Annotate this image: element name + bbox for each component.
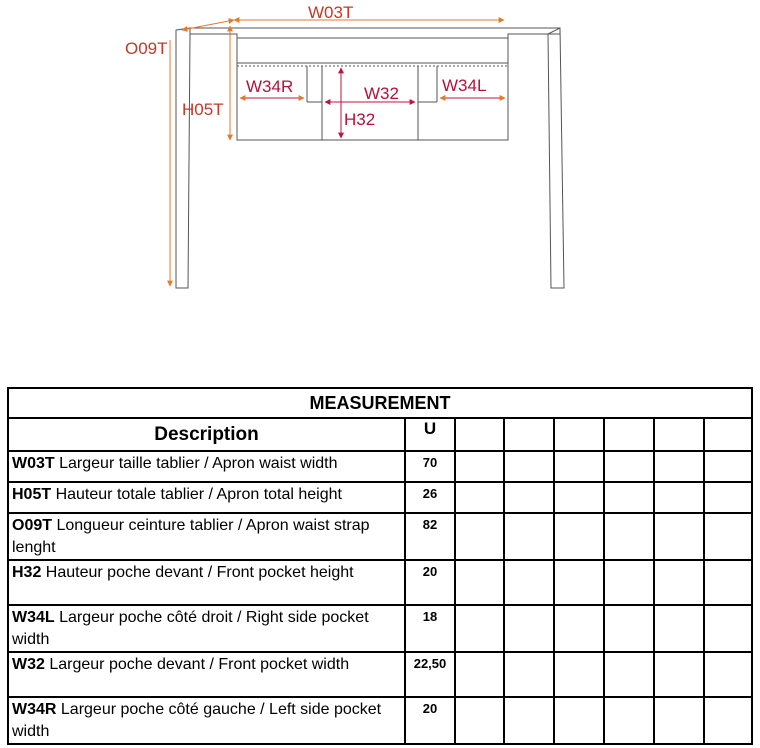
row-text: Largeur taille tablier / Apron waist width <box>54 455 338 472</box>
empty-cell <box>654 451 704 482</box>
measurement-table <box>7 387 753 745</box>
empty-cell <box>604 605 654 652</box>
empty-cell <box>554 513 604 560</box>
row-code: O09T <box>12 517 53 534</box>
label-o09t: O09T <box>125 39 168 58</box>
table-row <box>8 697 752 744</box>
empty-cell <box>604 652 654 697</box>
row-description <box>8 482 405 513</box>
empty-cell <box>455 560 504 605</box>
empty-cell <box>704 451 752 482</box>
empty-cell <box>554 560 604 605</box>
empty-cell <box>504 513 554 560</box>
label-w32: W32 <box>364 84 399 103</box>
row-value: 82 <box>405 513 455 560</box>
empty-cell <box>455 513 504 560</box>
empty-cell <box>704 560 752 605</box>
empty-cell <box>604 560 654 605</box>
row-code: H32 <box>12 564 42 581</box>
row-description <box>8 451 405 482</box>
empty-cell <box>455 652 504 697</box>
row-text: Longueur ceinture tablier / Apron waist strap lenght <box>12 517 370 556</box>
empty-cell <box>704 513 752 560</box>
empty-cell <box>554 605 604 652</box>
row-value: 70 <box>405 451 455 482</box>
empty-cell <box>554 482 604 513</box>
row-code: H05T <box>12 486 52 503</box>
header-unit: U <box>405 418 455 451</box>
row-code: W32 <box>12 656 45 673</box>
empty-cell <box>554 697 604 744</box>
empty-cell <box>654 513 704 560</box>
row-code: W34L <box>12 609 55 626</box>
empty-cell <box>654 605 704 652</box>
empty-cell <box>455 605 504 652</box>
row-text: Largeur poche devant / Front pocket width <box>44 656 350 673</box>
empty-cell <box>554 652 604 697</box>
row-description <box>8 513 405 560</box>
row-text: Largeur poche côté gauche / Left side pocket width <box>12 701 382 740</box>
row-value: 26 <box>405 482 455 513</box>
row-value: 22,50 <box>405 652 455 697</box>
empty-cell <box>604 418 654 451</box>
empty-cell <box>504 697 554 744</box>
empty-cell <box>704 697 752 744</box>
row-text: Largeur poche côté droit / Right side pocket width <box>12 609 369 648</box>
empty-cell <box>654 482 704 513</box>
empty-cell <box>554 418 604 451</box>
empty-cell <box>704 482 752 513</box>
row-description <box>8 652 405 697</box>
label-w34r: W34R <box>246 77 294 96</box>
row-description <box>8 560 405 605</box>
empty-cell <box>504 652 554 697</box>
label-h05t: H05T <box>182 100 224 119</box>
empty-cell <box>604 697 654 744</box>
row-description <box>8 605 405 652</box>
table-title: MEASUREMENT <box>8 388 752 418</box>
apron-outline <box>176 28 564 288</box>
empty-cell <box>604 451 654 482</box>
label-h32: H32 <box>344 110 376 129</box>
row-value: 20 <box>405 697 455 744</box>
table-row <box>8 513 752 560</box>
table-row <box>8 605 752 652</box>
apron-diagram <box>0 0 760 330</box>
row-value: 18 <box>405 605 455 652</box>
empty-cell <box>504 451 554 482</box>
table-header-row <box>8 418 752 451</box>
row-text: Hauteur poche devant / Front pocket height <box>41 564 354 581</box>
empty-cell <box>704 652 752 697</box>
empty-cell <box>554 451 604 482</box>
table-title-row <box>8 388 752 418</box>
header-description: Description <box>8 418 405 451</box>
empty-cell <box>455 418 504 451</box>
empty-cell <box>654 560 704 605</box>
empty-cell <box>704 605 752 652</box>
empty-cell <box>504 560 554 605</box>
empty-cell <box>455 697 504 744</box>
empty-cell <box>654 418 704 451</box>
table-row <box>8 451 752 482</box>
empty-cell <box>455 451 504 482</box>
empty-cell <box>654 652 704 697</box>
row-text: Hauteur totale tablier / Apron total height <box>51 486 342 503</box>
empty-cell <box>504 605 554 652</box>
empty-cell <box>455 482 504 513</box>
label-w03t: W03T <box>308 3 354 22</box>
empty-cell <box>654 697 704 744</box>
table-row <box>8 560 752 605</box>
row-description <box>8 697 405 744</box>
row-code: W34R <box>12 701 57 718</box>
dimension-arrows <box>170 20 505 286</box>
empty-cell <box>604 513 654 560</box>
table-row <box>8 482 752 513</box>
row-value: 20 <box>405 560 455 605</box>
label-w34l: W34L <box>442 76 487 95</box>
row-code: W03T <box>12 455 55 472</box>
empty-cell <box>604 482 654 513</box>
empty-cell <box>504 482 554 513</box>
empty-cell <box>504 418 554 451</box>
table-row <box>8 652 752 697</box>
empty-cell <box>704 418 752 451</box>
